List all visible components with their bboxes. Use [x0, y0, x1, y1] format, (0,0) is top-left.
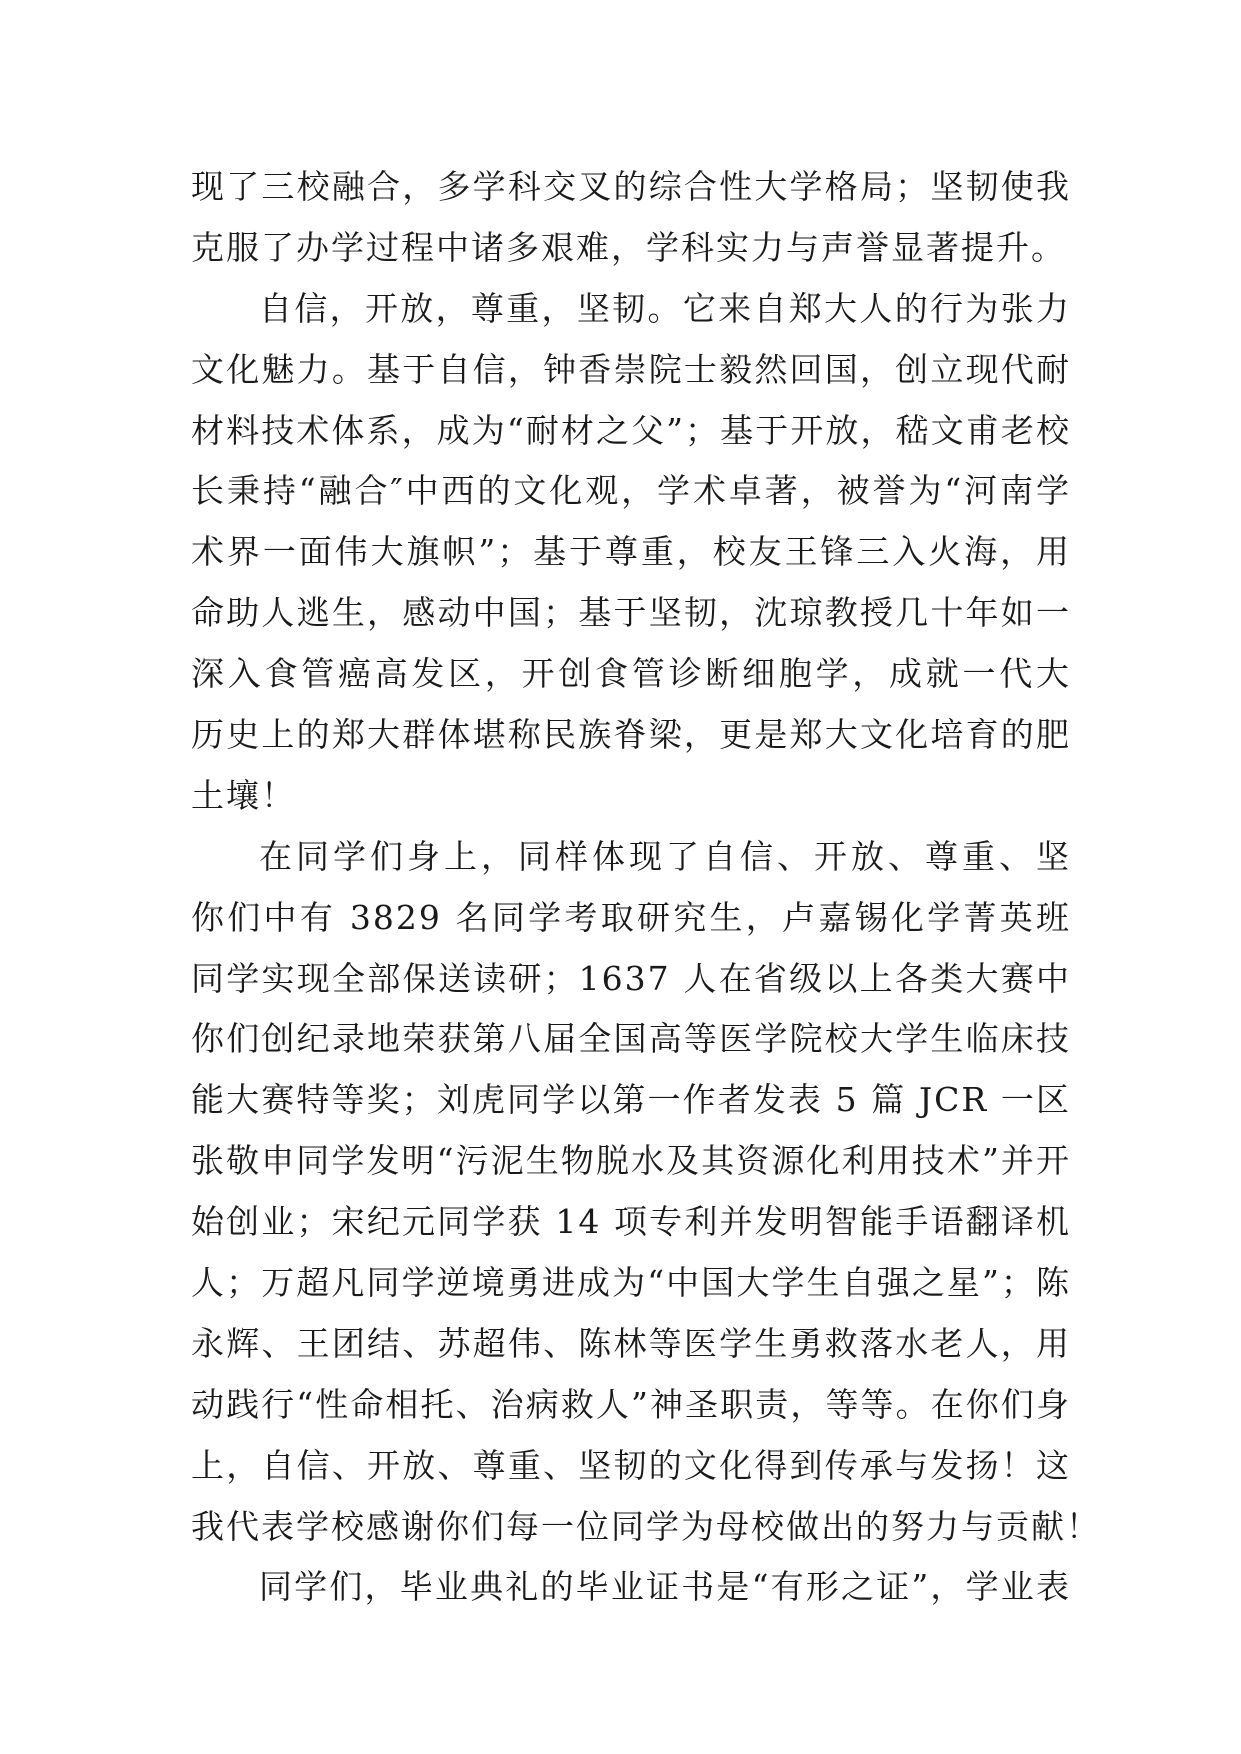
text-line: 长秉持“融合″中西的文化观，学术卓著，被誉为“河南学	[191, 471, 1071, 511]
text-line: 永辉、王团结、苏超伟、陈林等医学生勇救落水老人，用	[191, 1323, 1071, 1363]
text-line: 文化魅力。基于自信，钟香崇院士毅然回国，创立现代耐	[191, 349, 1071, 389]
paragraph	[191, 279, 1071, 827]
text-line: 你们中有 3829 名同学考取研究生，卢嘉锡化学菁英班	[191, 897, 1071, 937]
text-line: 土壤！	[191, 775, 296, 815]
text-line: 现了三校融合，多学科交叉的综合性大学格局；坚韧使我	[191, 167, 1071, 206]
text-line: 材料技术体系，成为“耐材之父”；基于开放，嵇文甫老校	[191, 410, 1071, 450]
paragraph	[191, 827, 1101, 1558]
text-line: 我代表学校感谢你们每一位同学为母校做出的努力与贡献！	[191, 1506, 1101, 1546]
text-line: 自信，开放，尊重，坚韧。它来自郑大人的行为张力	[259, 288, 1071, 328]
text-line: 历史上的郑大群体堪称民族脊梁，更是郑大文化培育的肥	[191, 715, 1071, 755]
text-line: 同学实现全部保送读研；1637 人在省级以上各类大赛中	[191, 958, 1071, 998]
text-line: 你们创纪录地荣获第八届全国高等医学院校大学生临床技	[191, 1019, 1071, 1059]
text-line: 同学们，毕业典礼的毕业证书是“有形之证”，学业表	[259, 1567, 1071, 1607]
text-line: 术界一面伟大旗帜”；基于尊重，校友王锋三入火海，用	[191, 532, 1071, 572]
text-line: 上，自信、开放、尊重、坚韧的文化得到传承与发扬！这	[191, 1445, 1071, 1485]
text-line: 动践行“性命相托、治病救人”神圣职责，等等。在你们身	[191, 1384, 1071, 1424]
paragraph	[191, 157, 1071, 279]
text-line: 深入食管癌高发区，开创食管诊断细胞学，成就一代大	[191, 654, 1071, 694]
text-line: 克服了办学过程中诸多艰难，学科实力与声誉显著提升。	[191, 227, 1066, 267]
text-line: 始创业；宋纪元同学获 14 项专利并发明智能手语翻译机	[191, 1202, 1071, 1242]
text-line: 命助人逃生，感动中国；基于坚韧，沈琼教授几十年如一	[191, 593, 1071, 633]
text-line: 人；万超凡同学逆境勇进成为“中国大学生自强之星”；陈	[191, 1263, 1071, 1303]
text-line: 能大赛特等奖；刘虎同学以第一作者发表 5 篇 JCR 一区	[191, 1080, 1071, 1120]
body-text	[191, 157, 1101, 1618]
text-line: 张敬申同学发明“污泥生物脱水及其资源化利用技术”并开	[191, 1141, 1071, 1181]
paragraph	[191, 1557, 1071, 1618]
text-line: 在同学们身上，同样体现了自信、开放、尊重、坚	[259, 836, 1071, 876]
